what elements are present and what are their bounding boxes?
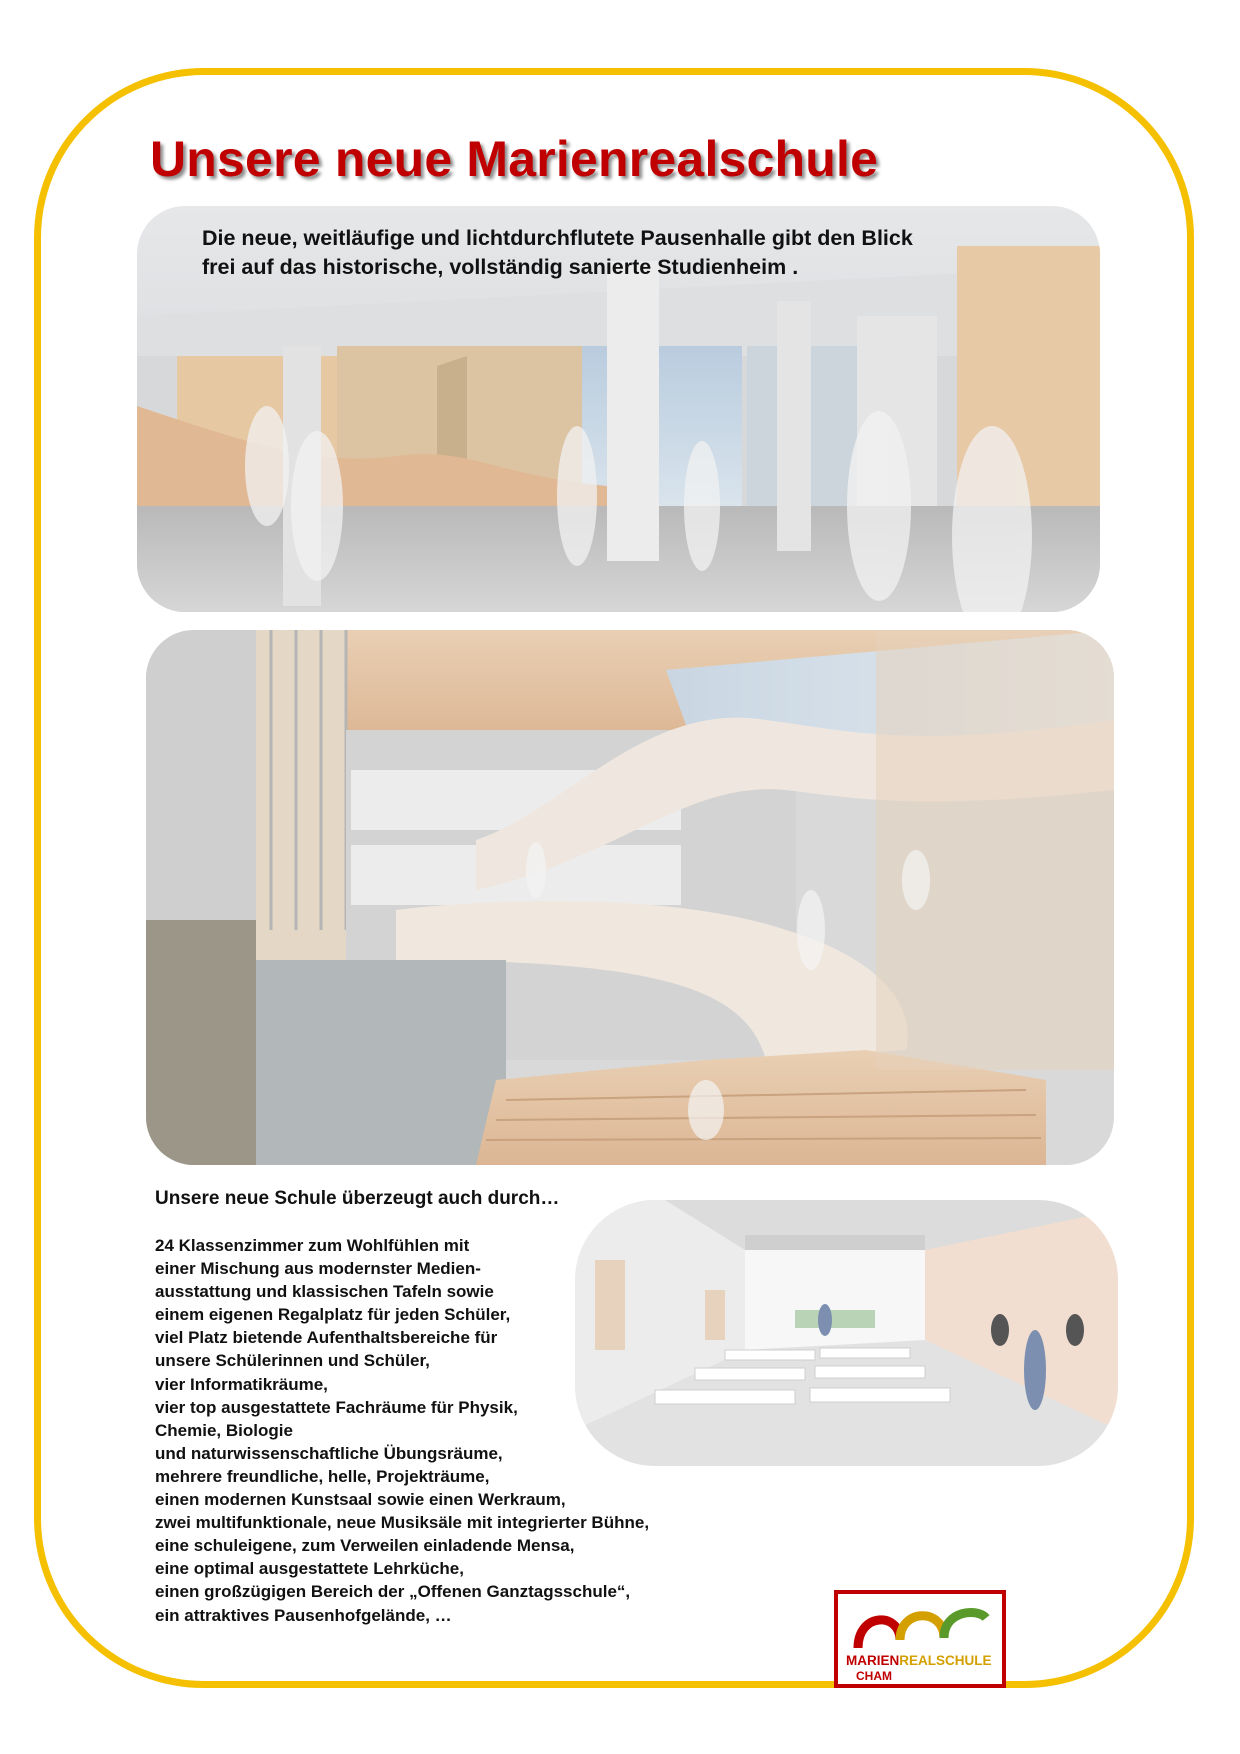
page-title: Unsere neue Marienrealschule [150,131,879,187]
logo-wordmark [846,1653,992,1668]
feature-item: Chemie, Biologie [155,1420,293,1440]
caption-line-2: frei auf das historische, vollständig sanierte Studienheim . [202,255,799,279]
feature-item: eine schuleigene, zum Verweilen einladende Mensa, [155,1536,575,1556]
feature-item: einen großzügigen Bereich der „Offenen Ganztagsschule“, [155,1582,631,1602]
feature-item: vier Informatikräume, [155,1374,328,1394]
logo-word-marien: MARIEN [846,1653,900,1668]
feature-item: einem eigenen Regalplatz für jeden Schüler, [155,1305,511,1325]
feature-item: 24 Klassenzimmer zum Wohlfühlen mit [155,1236,470,1255]
logo-city: CHAM [856,1669,892,1683]
feature-item: vier top ausgestattete Fachräume für Physik, [155,1397,518,1417]
feature-item: einen modernen Kunstsaal sowie einen Werkraum, [155,1490,566,1510]
feature-item: unsere Schülerinnen und Schüler, [155,1351,430,1371]
feature-item: ausstattung und klassischen Tafeln sowie [155,1282,494,1302]
feature-item: eine optimal ausgestattete Lehrküche, [155,1559,464,1579]
classroom-rendering [575,1200,1118,1466]
logo-word-realschule: REALSCHULE [899,1653,992,1668]
feature-item: und naturwissenschaftliche Übungsräume, [155,1443,503,1463]
pausenhalle-caption [202,224,1022,282]
marienrealschule-logo [834,1590,1006,1688]
feature-item: einer Mischung aus modernster Medien- [155,1259,481,1279]
caption-line-1: Die neue, weitläufige und lichtdurchflutete Pausenhalle gibt den Blick [202,226,913,250]
feature-item: zwei multifunktionale, neue Musiksäle mit integrierter Bühne, [155,1513,650,1533]
feature-item: ein attraktives Pausenhofgelände, … [155,1605,452,1625]
atrium-rendering [146,630,1114,1165]
features-heading: Unsere neue Schule überzeugt auch durch… [155,1188,560,1209]
logo-arches-icon [852,1598,992,1652]
feature-item: mehrere freundliche, helle, Projekträume, [155,1466,490,1486]
feature-item: viel Platz bietende Aufenthaltsbereiche für [155,1328,498,1348]
